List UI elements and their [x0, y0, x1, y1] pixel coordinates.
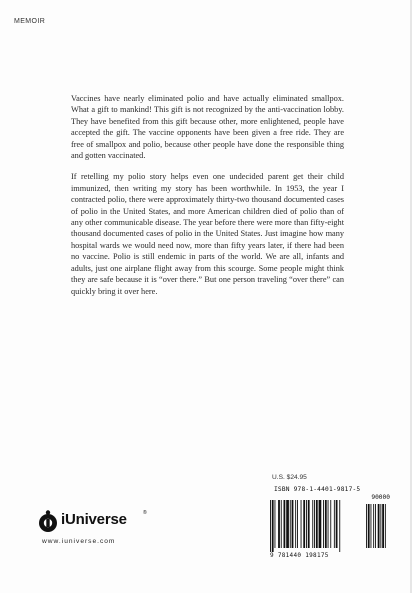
barcode-bar	[290, 500, 291, 548]
addon-bar	[366, 504, 367, 548]
addon-bar	[378, 504, 380, 548]
category-label: MEMOIR	[14, 18, 46, 25]
barcode-bars	[268, 500, 392, 552]
publisher-logo	[38, 510, 178, 550]
barcode-bar	[312, 500, 313, 548]
blurb-paragraph-2: If retelling my polio story helps even one undecided parent get their child immunized, then writing my story has been worthwhile. In 1953, the year I contracted polio, there were approximately thirty-two thousand documented cases of polio in the United States, and more American children died of polio than of any other communicable disease. The year before there were more than fifty-eight thousand documented cases of polio in the United States. Just imagine how many hospital wards we would need now, more than fifty years later, if there had been no vaccine. Polio is still endemic in parts of the world. We are all, infants and adults, just one airplane flight away from this scourge. Some people might think they are safe because it is “over there.” But one person traveling “over there” can quickly bring it over here.	[71, 172, 344, 296]
barcode-digits: 9 781440 198175	[270, 552, 329, 559]
blurb-paragraph-1: Vaccines have nearly eliminated polio and have actually eliminated smallpox. What a gift to mankind! This gift is not recognized by the anti-vaccination lobby. They have benefited from this gift because other, more enlightened, people have accepted the gift. The vaccine opponents have been given a free ride. They are free of smallpox and polio, because other people have done the responsible thing and gotten vaccinated.	[71, 94, 344, 161]
barcode-bar	[323, 500, 324, 548]
price-label: U.S. $24.95	[272, 474, 307, 481]
barcode-bar	[325, 500, 327, 548]
barcode-bar	[292, 500, 294, 548]
barcode-bar	[270, 500, 271, 552]
back-cover-blurb	[71, 93, 344, 307]
barcode-bar	[306, 500, 307, 548]
barcode-bar	[330, 500, 331, 548]
barcode-bar	[303, 500, 305, 548]
isbn-barcode	[268, 486, 392, 562]
isbn-number: ISBN 978-1-4401-9817-5	[274, 486, 361, 493]
barcode-bar	[272, 500, 274, 552]
barcode-bar	[314, 500, 315, 548]
barcode-bar	[328, 500, 329, 548]
barcode-bar	[301, 500, 302, 548]
addon-bar	[373, 504, 374, 548]
barcode-bar	[297, 500, 298, 548]
addon-bar	[385, 504, 386, 548]
barcode-bar	[319, 500, 322, 548]
barcode-bar	[278, 500, 280, 548]
publisher-name: iUniverse	[61, 511, 127, 528]
barcode-bar	[284, 500, 286, 548]
addon-bar	[382, 504, 384, 548]
barcode-bar	[316, 500, 318, 548]
addon-bar	[368, 504, 370, 548]
barcode-bar	[275, 500, 276, 548]
barcode-bar	[334, 500, 335, 548]
barcode-bar	[336, 500, 338, 548]
barcode-bar	[295, 500, 296, 548]
registered-mark: ®	[143, 510, 147, 516]
barcode-bar	[281, 500, 282, 548]
publisher-url: www.iuniverse.com	[42, 538, 116, 545]
addon-bar	[371, 504, 372, 548]
barcode-bar	[339, 500, 340, 552]
addon-bar	[375, 504, 376, 548]
addon-bar	[380, 504, 381, 548]
iuniverse-mark-icon	[38, 510, 58, 534]
price-addon-code: 90000	[371, 494, 390, 501]
barcode-bar	[286, 500, 289, 548]
barcode-bar	[308, 500, 310, 548]
